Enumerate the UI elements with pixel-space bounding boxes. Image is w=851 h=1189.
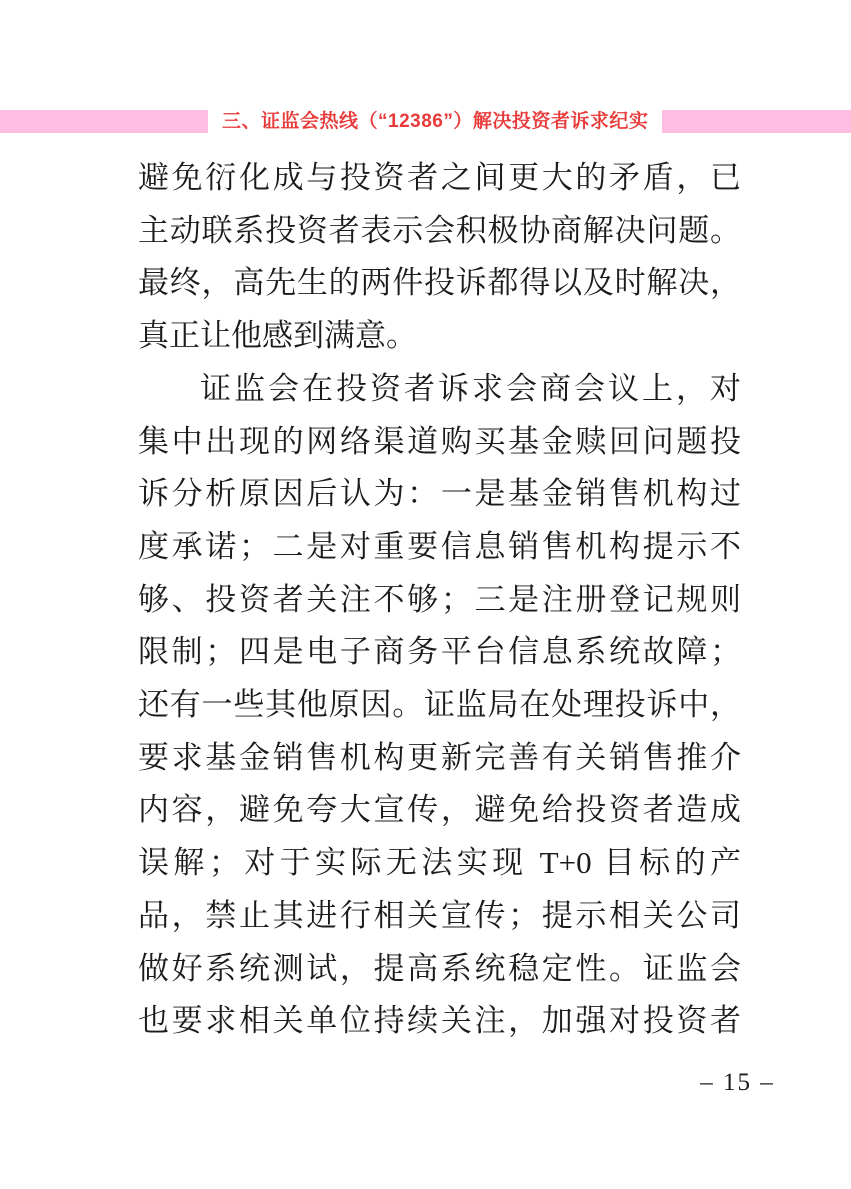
running-header — [0, 110, 851, 133]
text-line: 也要求相关单位持续关注，加强对投资者 — [138, 1003, 741, 1039]
text-line: 度承诺；二是对重要信息销售机构提示不 — [138, 528, 741, 564]
text-line: 集中出现的网络渠道购买基金赎回问题投 — [138, 423, 741, 459]
text-line: 主动联系投资者表示会积极协商解决问题。 — [138, 212, 741, 248]
text-line: 误解；对于实际无法实现 T+0 目标的产 — [138, 845, 741, 881]
text-line: 限制；四是电子商务平台信息系统故障； — [138, 634, 741, 670]
text-line: 内容，避免夸大宣传，避免给投资者造成 — [138, 792, 741, 828]
text-line: 避免衍化成与投资者之间更大的矛盾，已 — [138, 160, 741, 195]
text-line: 还有一些其他原因。证监局在处理投诉中， — [138, 687, 741, 723]
text-line: 最终，高先生的两件投诉都得以及时解决， — [138, 265, 741, 301]
running-header-title: 三、证监会热线（“12386”）解决投资者诉求纪实 — [222, 111, 649, 132]
text-line: 诉分析原因后认为：一是基金销售机构过 — [138, 476, 741, 512]
text-line: 要求基金销售机构更新完善有关销售推介 — [138, 739, 741, 775]
text-line: 做好系统测试，提高系统稳定性。证监会 — [138, 950, 741, 986]
text-line: 证监会在投资者诉求会商会议上，对 — [200, 370, 741, 406]
text-line: 真正让他感到满意。 — [138, 318, 417, 354]
text-line: 品，禁止其进行相关宣传；提示相关公司 — [138, 897, 741, 933]
text-line: 够、投资者关注不够；三是注册登记规则 — [138, 581, 741, 617]
header-bar-left — [0, 110, 208, 133]
header-bar-right — [662, 110, 851, 133]
page-number: – 15 – — [700, 1069, 775, 1096]
body-text-block — [138, 152, 741, 1048]
